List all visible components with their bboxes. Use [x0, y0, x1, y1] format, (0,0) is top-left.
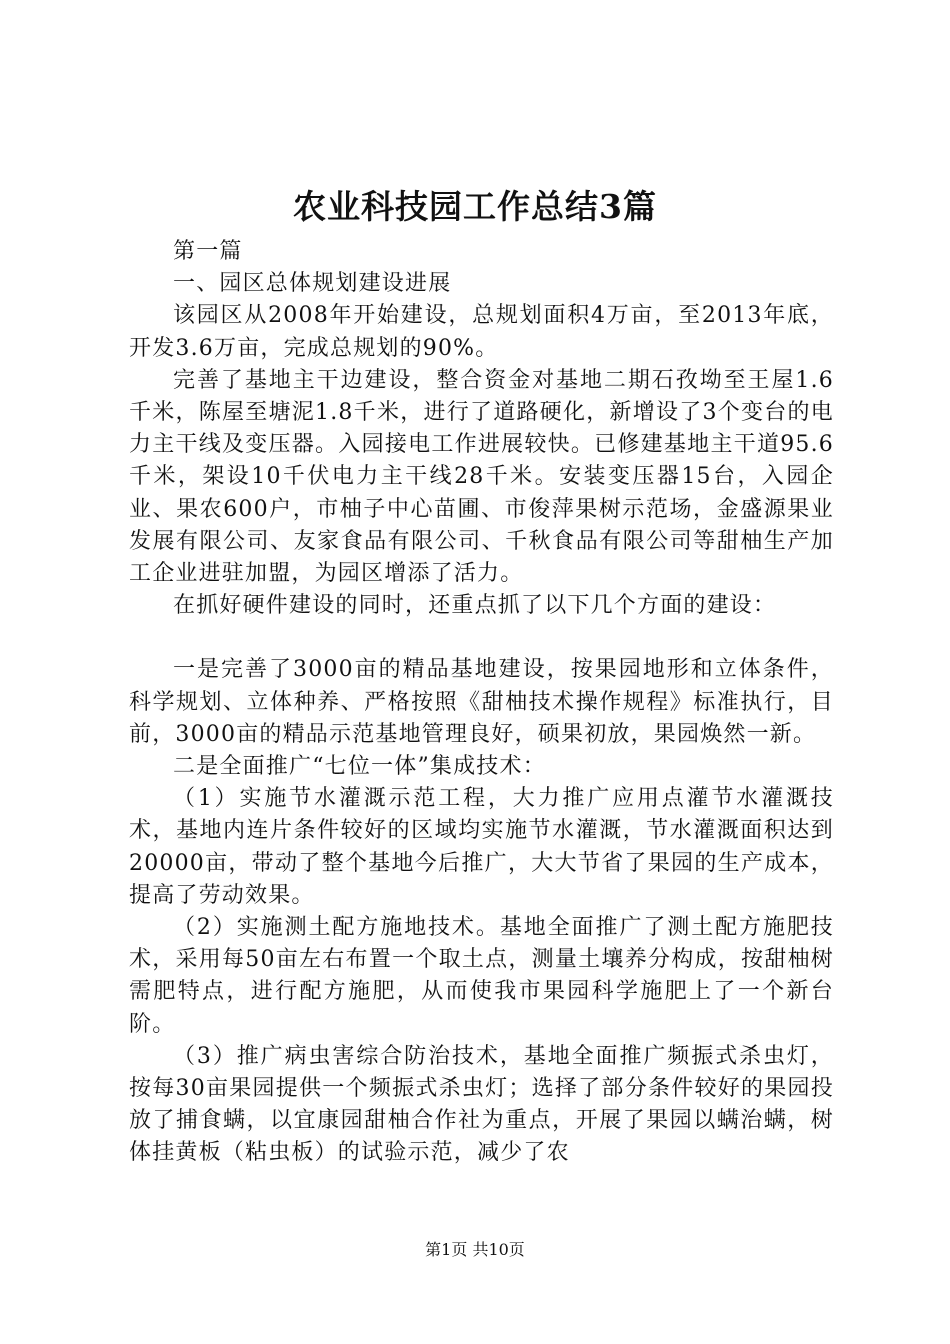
page-footer: 第1页 共10页	[425, 1240, 525, 1259]
document-body	[129, 236, 834, 1170]
paragraph: （3）推广病虫害综合防治技术，基地全面推广频振式杀虫灯，按每30亩果园提供一个频振式杀虫灯；选择了部分条件较好的果园投放了捕食螨，以宜康园甜柚合作社为重点，开展了果园以螨治螨，树体挂黄板（粘虫板）的试验示范，减少了农	[129, 1043, 834, 1166]
paragraph: 完善了基地主干边建设，整合资金对基地二期石孜坳至王屋1.6千米，陈屋至塘泥1.8千米，进行了道路硬化，新增设了3个变台的电力主干线及变压器。入园接电工作进展较快。已修建基地主干道95.6千米，架设10千伏电力主干线28千米。安装变压器15台，入园企业、果农600户，市柚子中心苗圃、市俊萍果树示范场，金盛源果业发展有限公司、友家食品有限公司、千秋食品有限公司等甜柚生产加工企业进驻加盟，为园区增添了活力。	[129, 367, 834, 587]
paragraph: 该园区从2008年开始建设，总规划面积4万亩，至2013年底，开发3.6万亩，完成总规划的90%。	[129, 303, 834, 361]
paragraph: （2）实施测土配方施地技术。基地全面推广了测土配方施肥技术，采用每50亩左右布置一个取土点，测量土壤养分构成，按甜柚树需肥特点，进行配方施肥，从而使我市果园科学施肥上了一个新台阶。	[129, 915, 834, 1037]
paragraph: 二是全面推广“七位一体”集成技术：	[173, 754, 546, 780]
paragraph: 一是完善了3000亩的精品基地建设，按果园地形和立体条件，科学规划、立体种养、严格按照《甜柚技术操作规程》标准执行，目前，3000亩的精品示范基地管理良好，硕果初放，果园焕然一新。	[129, 657, 834, 747]
section-heading: 第一篇	[173, 239, 243, 264]
subsection-heading: 一、园区总体规划建设进展	[173, 271, 452, 297]
paragraph: （1）实施节水灌溉示范工程，大力推广应用点灌节水灌溉技术，基地内连片条件较好的区域均实施节水灌溉，节水灌溉面积达到20000亩，带动了整个基地今后推广，大大节省了果园的生产成本，提高了劳动效果。	[129, 786, 834, 908]
paragraph: 在抓好硬件建设的同时，还重点抓了以下几个方面的建设：	[173, 593, 777, 619]
document-title: 农业科技园工作总结3篇	[293, 187, 657, 226]
